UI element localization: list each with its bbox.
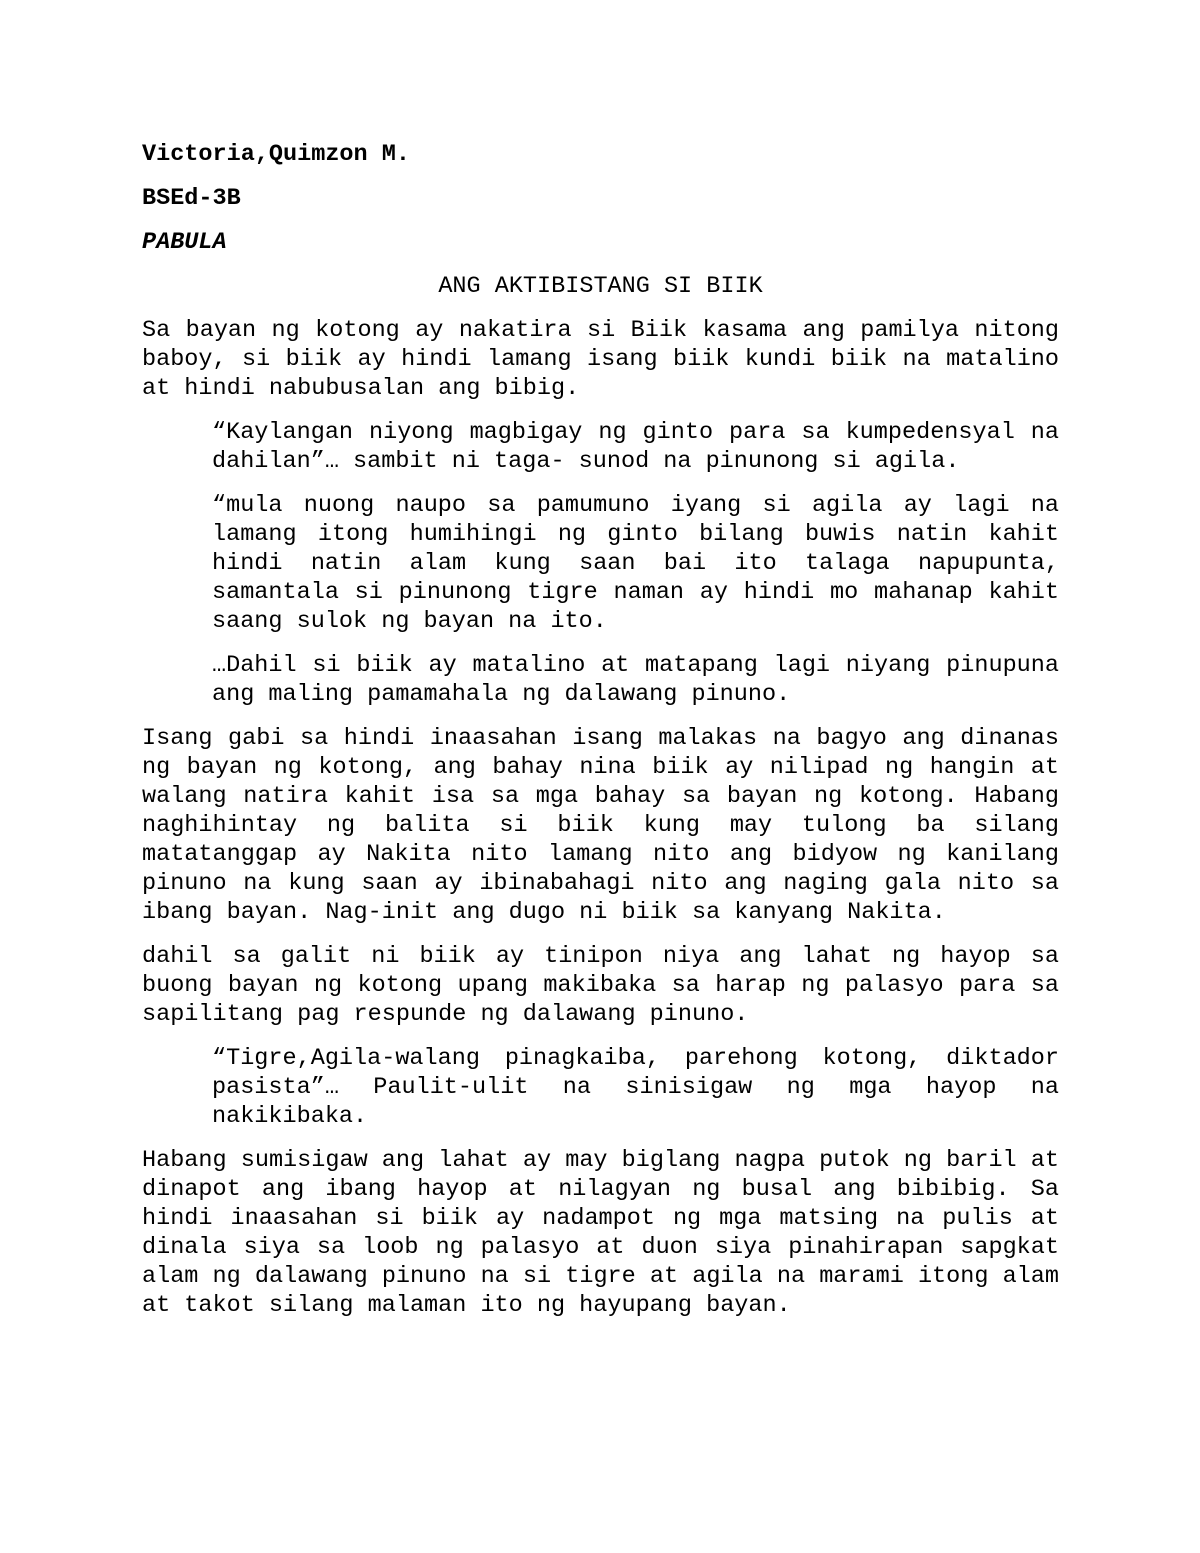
paragraph-2: Isang gabi sa hindi inaasahan isang malakas na bagyo ang dinanas ng bayan ng kotong, ang bahay nina biik ay nilipad ng hangin at walang natira kahit isa sa mga bahay sa bayan ng kotong. Habang naghihintay ng balita si biik kung may tulong ba silang matatanggap ay Nakita nito lamang nito ang bidyow ng kanilang pinuno na kung saan ay ibinabahagi nito ang naging gala nito sa ibang bayan. Nag-init ang dugo ni biik sa kanyang Nakita. xyxy=(142,725,1059,926)
quote-2: “mula nuong naupo sa pamumuno iyang si agila ay lagi na lamang itong humihingi ng ginto bilang buwis natin kahit hindi natin alam kung saan bai ito talaga napupunta, samantala si pinunong tigre naman ay hindi mo mahanap kahit saang sulok ng bayan na ito. xyxy=(212,492,1059,635)
paragraph-1: Sa bayan ng kotong ay nakatira si Biik kasama ang pamilya nitong baboy, si biik ay hindi lamang isang biik kundi biik na matalino at hindi nabubusalan ang bibig. xyxy=(142,317,1059,402)
paragraph-3: dahil sa galit ni biik ay tinipon niya ang lahat ng hayop sa buong bayan ng kotong upang makibaka sa harap ng palasyo para sa sapilitang pag respunde ng dalawang pinuno. xyxy=(142,943,1059,1028)
paragraph-4: Habang sumisigaw ang lahat ay may biglang nagpa putok ng baril at dinapot ang ibang hayop at nilagyan ng busal ang bibibig. Sa hindi inaasahan si biik ay nadampot ng mga matsing na pulis at dinala siya sa loob ng palasyo at duon siya pinahirapan sapgkat alam ng dalawang pinuno na si tigre at agila na marami itong alam at takot silang malaman ito ng hayupang bayan. xyxy=(142,1147,1059,1319)
author-name: Victoria,Quimzon M. xyxy=(142,141,410,168)
quote-3: …Dahil si biik ay matalino at matapang lagi niyang pinupuna ang maling pamamahala ng dalawang pinuno. xyxy=(212,652,1059,708)
quote-1: “Kaylangan niyong magbigay ng ginto para sa kumpedensyal na dahilan”… sambit ni taga- sunod na pinunong si agila. xyxy=(212,419,1059,475)
class-section: BSEd-3B xyxy=(142,185,241,212)
document-body xyxy=(142,140,1059,1335)
genre-label: PABULA xyxy=(142,229,227,256)
story-title: ANG AKTIBISTANG SI BIIK xyxy=(438,273,763,300)
quote-4: “Tigre,Agila-walang pinagkaiba, parehong kotong, diktador pasista”… Paulit-ulit na sinisigaw ng mga hayop na nakikibaka. xyxy=(212,1045,1059,1130)
